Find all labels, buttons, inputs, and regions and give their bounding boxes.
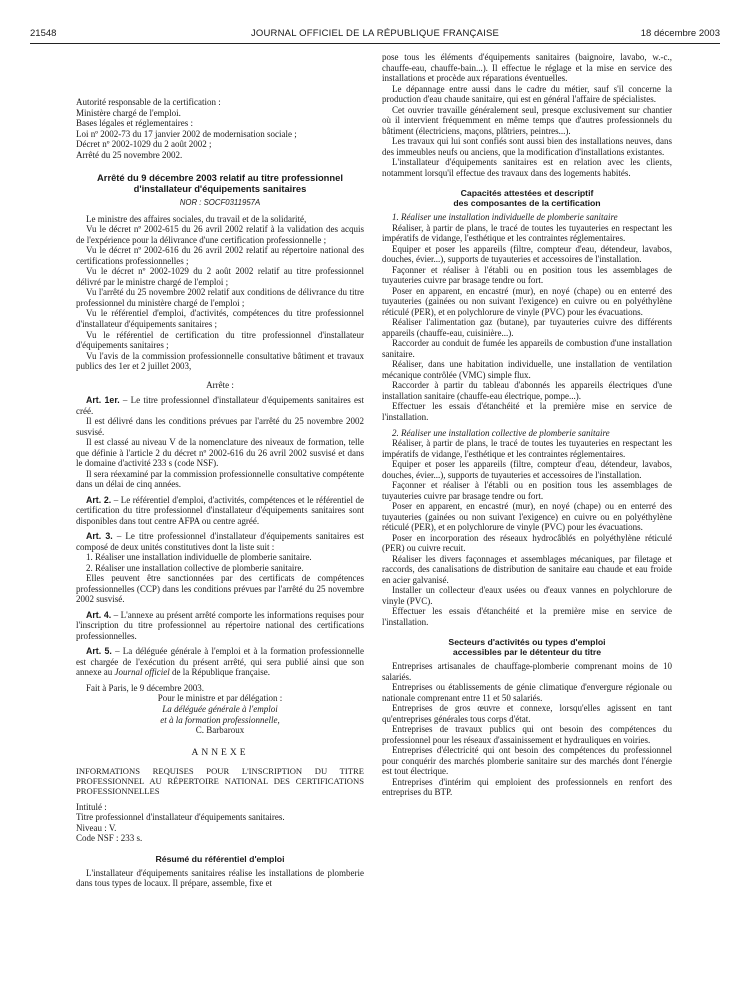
visa-paragraph: Vu l'arrêté du 25 novembre 2002 relatif aux conditions de délivrance du titre professionnel du ministère chargé de l'emploi ; — [76, 287, 364, 308]
page-header — [30, 28, 720, 44]
resume-paragraph: L'installateur d'équipements sanitaires réalise les installations de plomberie dans tous types de locaux. Il prépare, assemble, fixe et — [76, 867, 364, 889]
article-1 — [76, 395, 364, 416]
article-4-label: Art. 4. — [86, 609, 112, 620]
info-line: Arrêté du 25 novembre 2002. — [76, 149, 183, 160]
unit-2-item: Equiper et poser les appareils (filtre, compteur d'eau, détendeur, lavabos, douches, évier...), supports de tuyauteries et accessoires de l'installation. — [382, 459, 672, 480]
unit-2-title: 2. Réaliser une installation collective de plomberie sanitaire — [392, 427, 610, 438]
left-column — [76, 97, 364, 889]
secteurs-title — [382, 637, 672, 657]
unit-1-item: Equiper et poser les appareils (filtre, compteur d'eau, détendeur, lavabos, douches, évier...), supports de tuyauteries et accessoires de l'installation. — [382, 243, 672, 265]
article-3-paragraph: Elles peuvent être sanctionnées par des certificats de compétences professionnelles (CCP) dans les conditions prévues par l'arrêté du 25 novembre 2002 susvisé. — [76, 573, 364, 605]
signature-line3: et à la formation professionnelle, — [160, 714, 280, 725]
article-3 — [76, 531, 364, 552]
resume-paragraph: Le dépannage entre aussi dans le cadre du métier, sauf s'il concerne la production d'eau chaude sanitaire, qui est en général l'affaire de spécialistes. — [382, 83, 672, 105]
capacites-title — [382, 188, 672, 208]
resume-paragraph: Les travaux qui lui sont confiés sont aussi bien des installations neuves, dans des immeubles neufs ou anciens, que la modification d'installations existantes. — [382, 136, 672, 157]
unit-1-item: Effectuer les essais d'étanchéité et la première mise en service de l'installation. — [382, 401, 672, 422]
article-5-text-post: de la République française. — [169, 667, 270, 678]
resume-continued: pose tous les éléments d'équipements sanitaires (baignoire, lavabo, w.-c., chauffe-eau, chauffe-bain...). Il effectue le réglage et la mise en service des installations et procède aux réparations éventuelles. — [382, 52, 672, 84]
unit-2-item: Poser en incorporation des réseaux hydrocâblés en polyéthylène réticulé (PER) ou cuivre recuit. — [382, 532, 672, 554]
unit-2-item: Effectuer les essais d'étanchéité et la première mise en service de l'installation. — [382, 606, 672, 627]
article-3-item: 2. Réaliser une installation collective de plomberie sanitaire. — [86, 562, 304, 573]
intitule-value: Titre professionnel d'installateur d'équipements sanitaires. — [76, 812, 285, 823]
unit-1-item: Réaliser l'alimentation gaz (butane), par tuyauteries cuivre des différents appareils (chauffe-eau, cuisinière...). — [382, 317, 672, 338]
code-nsf: Code NSF : 233 s. — [76, 833, 143, 844]
visa-paragraph: Vu le décret nº 2002-1029 du 2 août 2002 relatif au titre professionnel délivré par le ministre chargé de l'emploi ; — [76, 266, 364, 287]
article-1-paragraph: Il est classé au niveau V de la nomenclature des niveaux de formation, telle que définie à l'article 2 du décret nº 2002-616 du 26 avril 2002 susvisé et dans le domaine d'activité 233 s (code NSF). — [76, 437, 364, 469]
unit-1-item: Façonner et réaliser à l'établi ou en position tous les assemblages de tuyauteries cuivre par brasage tendre ou fort. — [382, 264, 672, 286]
info-line: Ministère chargé de l'emploi. — [76, 107, 181, 118]
article-4 — [76, 610, 364, 642]
visas — [76, 214, 364, 372]
intitule-label: Intitulé : — [76, 801, 107, 812]
page-number: 21548 — [30, 28, 57, 39]
article-3-label: Art. 3. — [86, 531, 113, 542]
arrete-label: Arrête : — [206, 379, 234, 390]
visa-paragraph: Vu le référentiel d'emploi, d'activités, compétences du titre professionnel d'installateur d'équipements sanitaires ; — [76, 308, 364, 329]
arrete-title-line2: d'installateur d'équipements sanitaires — [133, 182, 307, 194]
article-1-paragraph: Il est délivré dans les conditions prévues par l'arrêté du 25 novembre 2002 susvisé. — [76, 416, 364, 437]
article-4-text: – L'annexe au présent arrêté comporte les informations requises pour l'inscription du titre professionnel au répertoire national des certifications professionnelles. — [76, 609, 364, 641]
article-1-paragraph: Il sera réexaminé par la commission professionnelle consultative compétente dans un délai de cinq années. — [76, 468, 364, 490]
secteur-item: Entreprises artisanales de chauffage-plomberie comprenant moins de 10 salariés. — [382, 661, 672, 682]
certification-info — [76, 97, 364, 160]
secteur-item: Entreprises d'électricité qui ont besoin des compétences du professionnel pour conquérir des marchés plomberie sanitaire sur des marchés dont l'énergie est tout électrique. — [382, 745, 672, 777]
arrete-title-line1: Arrêté du 9 décembre 2003 relatif au titre professionnel — [97, 172, 343, 184]
info-line: Autorité responsable de la certification : — [76, 97, 221, 107]
article-5-text-pre: – La déléguée générale à l'emploi et à la formation professionnelle est chargée de l'exécution du présent arrêté, qui sera publié ainsi que son annexe au — [76, 646, 364, 678]
fait-a-paris: Fait à Paris, le 9 décembre 2003. — [86, 682, 204, 693]
secteurs-title-line2: accessibles par le détenteur du titre — [452, 647, 602, 658]
journal-title: JOURNAL OFFICIEL DE LA RÉPUBLIQUE FRANÇAISE — [250, 28, 500, 39]
article-5-journal: Journal officiel — [114, 667, 170, 678]
unit-1-title: 1. Réaliser une installation individuelle de plomberie sanitaire — [392, 212, 618, 223]
resume-title: Résumé du référentiel d'emploi — [155, 853, 285, 864]
unit-2-item: Réaliser, à partir de plans, le tracé de toutes les tuyauteries en respectant les impératifs de vidange, l'esthétique et les contraintes réglementaires. — [382, 438, 672, 459]
signature-line2: La déléguée générale à l'emploi — [162, 704, 278, 714]
secteurs-title-line1: Secteurs d'activités ou types d'emploi — [448, 637, 606, 648]
niveau: Niveau : V. — [76, 822, 117, 833]
annexe-caps-heading: INFORMATIONS REQUISES POUR L'INSCRIPTION DU TITRE PROFESSIONNEL AU RÉPERTOIRE NATIONAL DES CERTIFICATIONS PROFESSIONNELLES — [76, 765, 364, 796]
capacites-title-line1: Capacités attestées et descriptif — [460, 188, 594, 199]
article-5-label: Art. 5. — [86, 646, 112, 657]
resume-paragraph: Cet ouvrier travaille généralement seul, presque exclusivement sur chantier où il intervient fréquemment en même temps que d'autres professionnels du bâtiment (électriciens, maçons, plâtriers, peintres...). — [382, 104, 672, 136]
article-2-text: – Le référentiel d'emploi, d'activités, compétences et le référentiel de certification du titre professionnel d'installateur d'équipements sanitaires sont disponibles dans tout centre AFPA ou centre agréé. — [76, 494, 365, 526]
visa-paragraph: Vu le décret nº 2002-615 du 26 avril 2002 relatif à la validation des acquis de l'expérience pour la délivrance d'une certification professionnelle ; — [76, 224, 364, 245]
secteur-item: Entreprises de travaux publics qui ont besoin des compétences du professionnel pour les réseaux d'assainissement et hydrauliques en voiries. — [382, 724, 672, 745]
unit-1-item: Réaliser, dans une habitation individuelle, une installation de ventilation mécanique contrôlée (VMC) simple flux. — [382, 359, 672, 380]
unit-2-item: Réaliser les divers façonnages et assemblages mécaniques, par filetage et raccords, des canalisations de distribution de sanitaire eau chaude et eau froide en acier galvanisé. — [382, 553, 672, 585]
unit-1-item: Poser en apparent, en encastré (mur), en noyé (chape) ou en enterré des tuyauteries (gainées ou non suivant l'exigence) en cuivre ou en polyéthylène réticulé (PER), et en polychlorure de vinyle (PVC) pour les évacuations. — [382, 285, 672, 317]
unit-2-item: Poser en apparent, en encastré (mur), en noyé (chape) ou en enterré des tuyauteries (gainées ou non suivant l'exigence) en cuivre ou en polyéthylène réticulé (PER), et en polychlorure de vinyle (PVC) pour les évacuations. — [382, 501, 672, 533]
info-line: Bases légales et réglementaires : — [76, 118, 193, 129]
article-1-text: – Le titre professionnel d'installateur d'équipements sanitaires est créé. — [76, 395, 364, 416]
visa-paragraph: Vu le référentiel de certification du titre professionnel d'installateur d'équipements sanitaires ; — [76, 329, 364, 351]
nor-text: NOR : SOCF0311957A — [179, 197, 261, 207]
secteur-item: Entreprises d'intérim qui emploient des professionnels en renfort des entreprises du BTP. — [382, 776, 672, 798]
visa-paragraph: Vu l'avis de la commission professionnelle consultative bâtiment et travaux publics des 1er et 2 juillet 2003, — [76, 350, 364, 372]
right-column — [382, 52, 672, 798]
resume-paragraph: L'installateur d'équipements sanitaires est en relation avec les clients, notamment lorsqu'il effectue des travaux dans des logements habités. — [382, 157, 672, 178]
secteur-item: Entreprises ou établissements de génie climatique d'envergure régionale ou nationale comprenant entre 11 et 50 salariés. — [382, 682, 672, 703]
unit-2-item: Façonner et réaliser à l'établi ou en position tous les assemblages de tuyauteries cuivre par brasage tendre ou fort. — [382, 480, 672, 501]
visa-paragraph: Vu le décret nº 2002-616 du 26 avril 2002 relatif au répertoire national des certifications professionnelles ; — [76, 245, 364, 266]
unit-1-item: Raccorder au conduit de fumée les appareils de combustion d'une installation sanitaire. — [382, 338, 672, 359]
secteur-item: Entreprises de gros œuvre et connexe, lorsqu'elles agissent en tant qu'entreprises générales tous corps d'état. — [382, 703, 672, 724]
signature-line1: Pour le ministre et par délégation : — [157, 693, 283, 704]
unit-1-item: Raccorder à partir du tableau d'abonnés les appareils électriques d'une installation sanitaire (chauffe-eau électrique, pompe...). — [382, 380, 672, 401]
signatory-name: C. Barbaroux — [195, 725, 245, 736]
article-3-text: – Le titre professionnel d'installateur d'équipements sanitaires est composé de deux unités constitutives dont la liste suit : — [76, 531, 364, 552]
header-rule — [30, 43, 720, 44]
article-1-label: Art. 1er. — [86, 395, 120, 406]
info-line: Loi nº 2002-73 du 17 janvier 2002 de modernisation sociale ; — [76, 128, 297, 139]
article-3-item: 1. Réaliser une installation individuelle de plomberie sanitaire. — [86, 552, 312, 563]
article-2 — [76, 495, 364, 527]
nor-reference — [76, 198, 364, 207]
article-5 — [76, 646, 364, 678]
arrete-title — [76, 173, 364, 195]
capacites-title-line2: des composantes de la certification — [453, 198, 601, 209]
unit-1-item: Réaliser, à partir de plans, le tracé de toutes les tuyauteries en respectant les impératifs de vidange, l'esthétique et les contraintes réglementaires. — [382, 222, 672, 244]
annexe-title: ANNEXE — [191, 747, 249, 758]
unit-2-item: Installer un collecteur d'eaux usées ou d'eaux vannes en polychlorure de vinyle (PVC). — [382, 585, 672, 606]
info-line: Décret nº 2002-1029 du 2 août 2002 ; — [76, 139, 212, 150]
visa-paragraph: Le ministre des affaires sociales, du travail et de la solidarité, — [86, 213, 307, 224]
article-2-label: Art. 2. — [86, 494, 112, 505]
publication-date: 18 décembre 2003 — [640, 28, 720, 39]
